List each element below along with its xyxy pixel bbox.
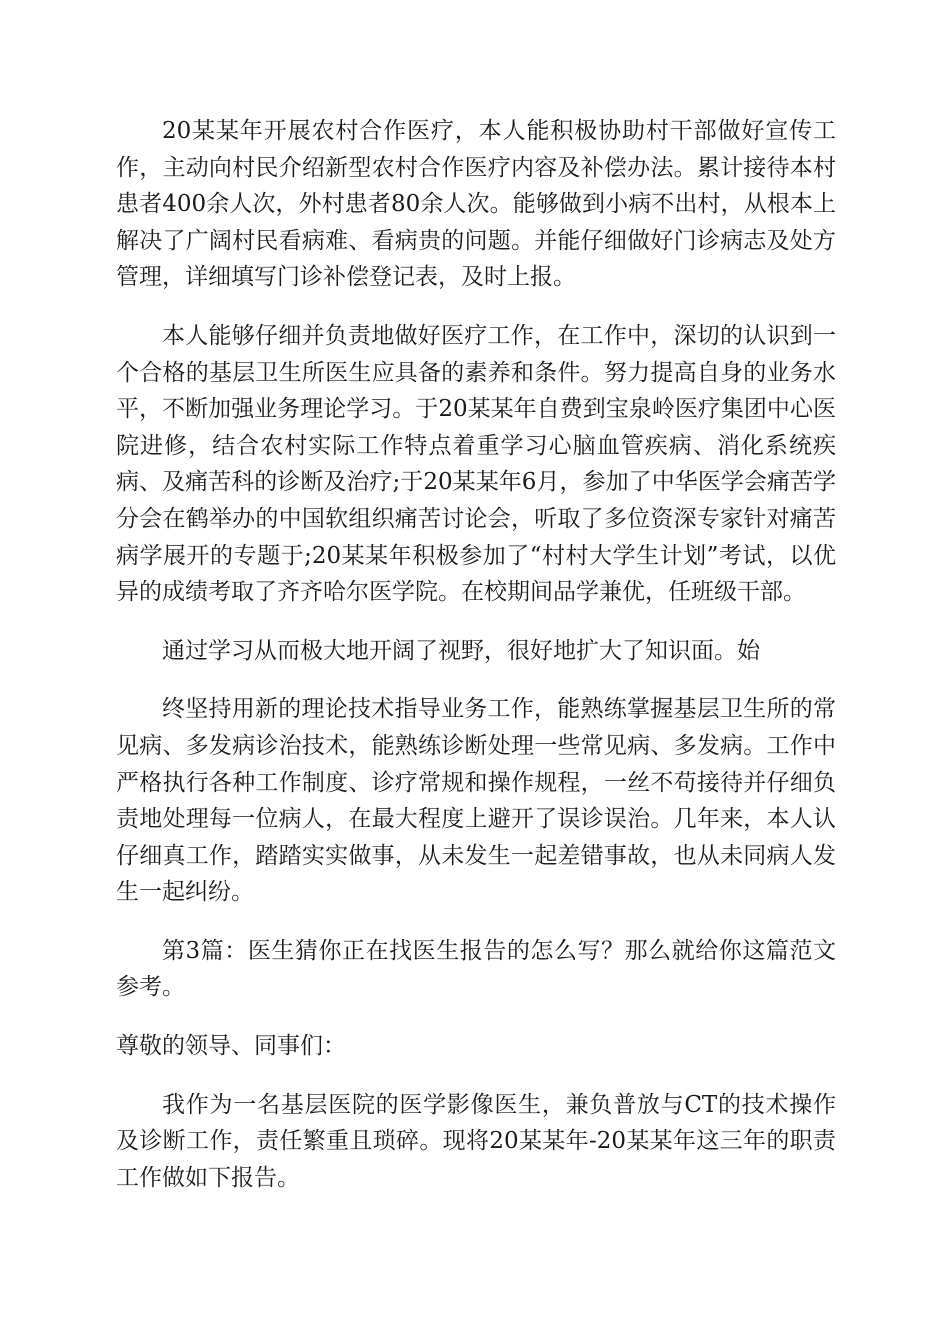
paragraph-salutation: 尊敬的领导、同事们： [116,1033,346,1060]
paragraph-medical-work: 本人能够仔细并负责地做好医疗工作，在工作中，深切的认识到一个合格的基层卫生所医生应具备的素养和条件。努力提高自身的业务水平，不断加强业务理论学习。于20某某年自费到宝泉岭医疗集团中心医院进修，结合农村实际工作特点着重学习心脑血管疾病、消化系统疾病、及痛苦科的诊断及治疗;于20某某年6月，参加了中华医学会痛苦学分会在鹤举办的中国软组织痛苦讨论会，听取了多位资深专家针对痛苦病学展开的专题于;20某某年积极参加了“村村大学生计划”考试，以优异的成绩考取了齐齐哈尔医学院。在校期间品学兼优，任班级干部。 [116,322,836,606]
paragraph-section-heading: 第3篇：医生猜你正在找医生报告的怎么写？那么就给你这篇范文参考。 [116,937,836,1001]
paragraph-practice-skills: 终坚持用新的理论技术指导业务工作，能熟练掌握基层卫生所的常见病、多发病诊治技术，能熟练诊断处理一些常见病、多发病。工作中严格执行各种工作制度、诊疗常规和操作规程，一丝不苟接待并仔细负责地处理每一位病人，在最大程度上避开了误诊误治。几年来，本人认仔细真工作，踏踏实实做事，从未发生一起差错事故，也从未同病人发生一起纠纷。 [116,696,836,906]
paragraph-report-intro: 我作为一名基层医院的医学影像医生，兼负普放与CT的技术操作及诊断工作，责任繁重且琐碎。现将20某某年-20某某年这三年的职责工作做如下报告。 [116,1091,836,1191]
paragraph-study-vision: 通过学习从而极大地开阔了视野，很好地扩大了知识面。始 [162,637,760,664]
paragraph-cooperative-medical: 20某某年开展农村合作医疗，本人能积极协助村干部做好宣传工作，主动向村民介绍新型农村合作医疗内容及补偿办法。累计接待本村患者400余人次，外村患者80余人次。能够做到小病不出村，从根本上解决了广阔村民看病难、看病贵的问题。并能仔细做好门诊病志及处方管理，详细填写门诊补偿登记表，及时上报。 [116,118,836,291]
document-body [116,113,836,1218]
